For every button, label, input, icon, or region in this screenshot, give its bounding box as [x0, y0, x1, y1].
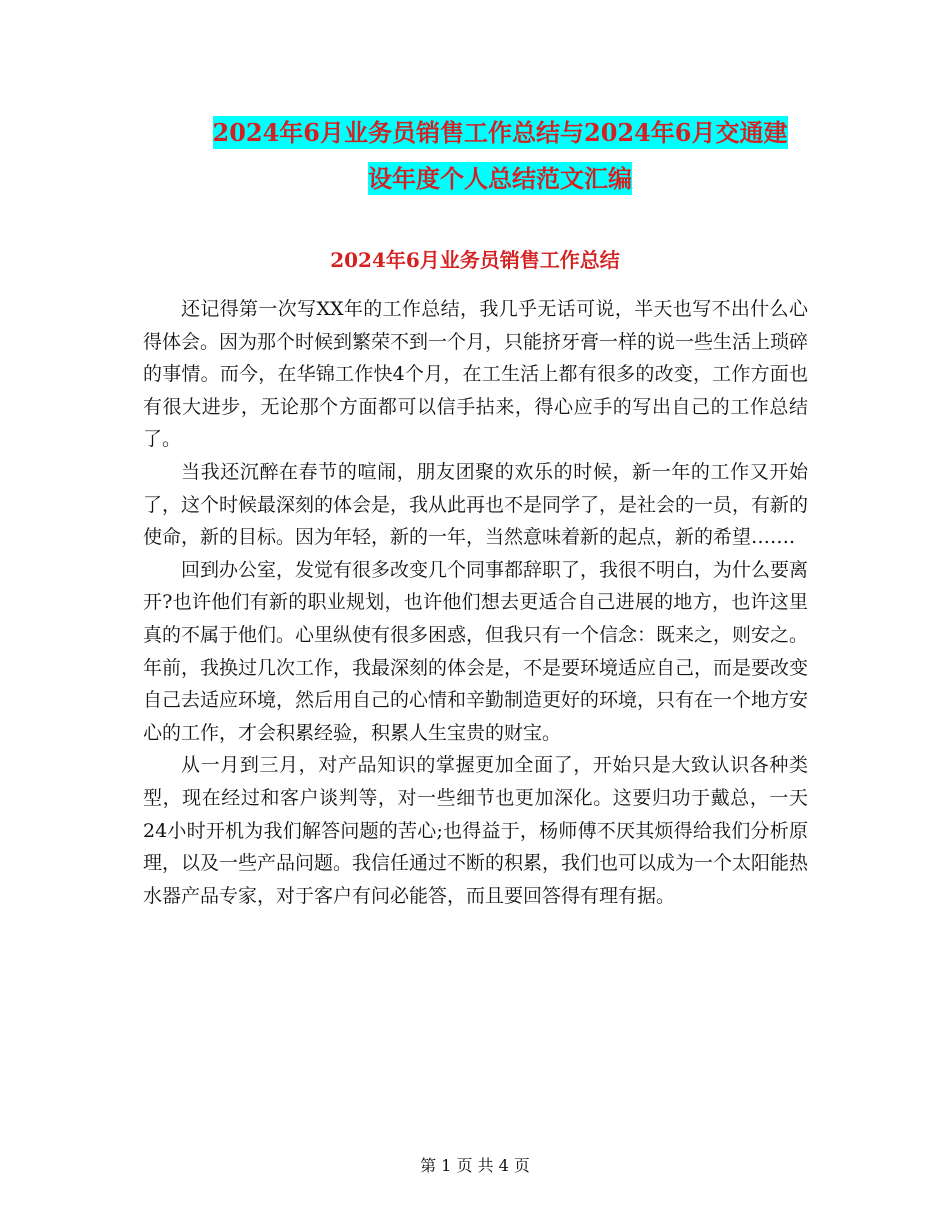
- section-heading: 2024年6月业务员销售工作总结: [330, 248, 620, 272]
- document-title-line-1: 2024年6月业务员销售工作总结与2024年6月交通建: [212, 118, 788, 147]
- page-footer: 第 1 页 共 4 页: [420, 1156, 530, 1175]
- document-title: [120, 110, 880, 202]
- paragraph: 还记得第一次写XX年的工作总结，我几乎无话可说，半天也写不出什么心得体会。因为那个时候到繁荣不到一个月，只能挤牙膏一样的说一些生活上琐碎的事情。而今，在华锦工作快4个月，在工生活上都有很多的改变，工作方面也有很大进步，无论那个方面都可以信手拈来，得心应手的写出自己的工作总结了。: [143, 298, 809, 451]
- paragraph: 当我还沉醉在春节的喧闹，朋友团聚的欢乐的时候，新一年的工作又开始了，这个时候最深刻的体会是，我从此再也不是同学了，是社会的一员，有新的使命，新的目标。因为年轻，新的一年，当然意味着新的起点，新的希望…….: [143, 460, 809, 549]
- document-body: [143, 293, 808, 912]
- paragraph: 回到办公室，发觉有很多改变几个同事都辞职了，我很不明白，为什么要离开?也许他们有新的职业规划，也许他们想去更适合自己进展的地方，也许这里真的不属于他们。心里纵使有很多困惑，但我只有一个信念：既来之，则安之。年前，我换过几次工作，我最深刻的体会是，不是要环境适应自己，而是要改变自己去适应环境，然后用自己的心情和辛勤制造更好的环境，只有在一个地方安心的工作，才会积累经验，积累人生宝贵的财宝。: [143, 558, 809, 744]
- paragraph: 从一月到三月，对产品知识的掌握更加全面了，开始只是大致认识各种类型，现在经过和客户谈判等，对一些细节也更加深化。这要归功于戴总，一天24小时开机为我们解答问题的苦心;也得益于，杨师傅不厌其烦得给我们分析原理，以及一些产品问题。我信任通过不断的积累，我们也可以成为一个太阳能热水器产品专家，对于客户有问必能答，而且要回答得有理有据。: [143, 754, 809, 907]
- document-title-line-2: 设年度个人总结范文汇编: [368, 164, 632, 193]
